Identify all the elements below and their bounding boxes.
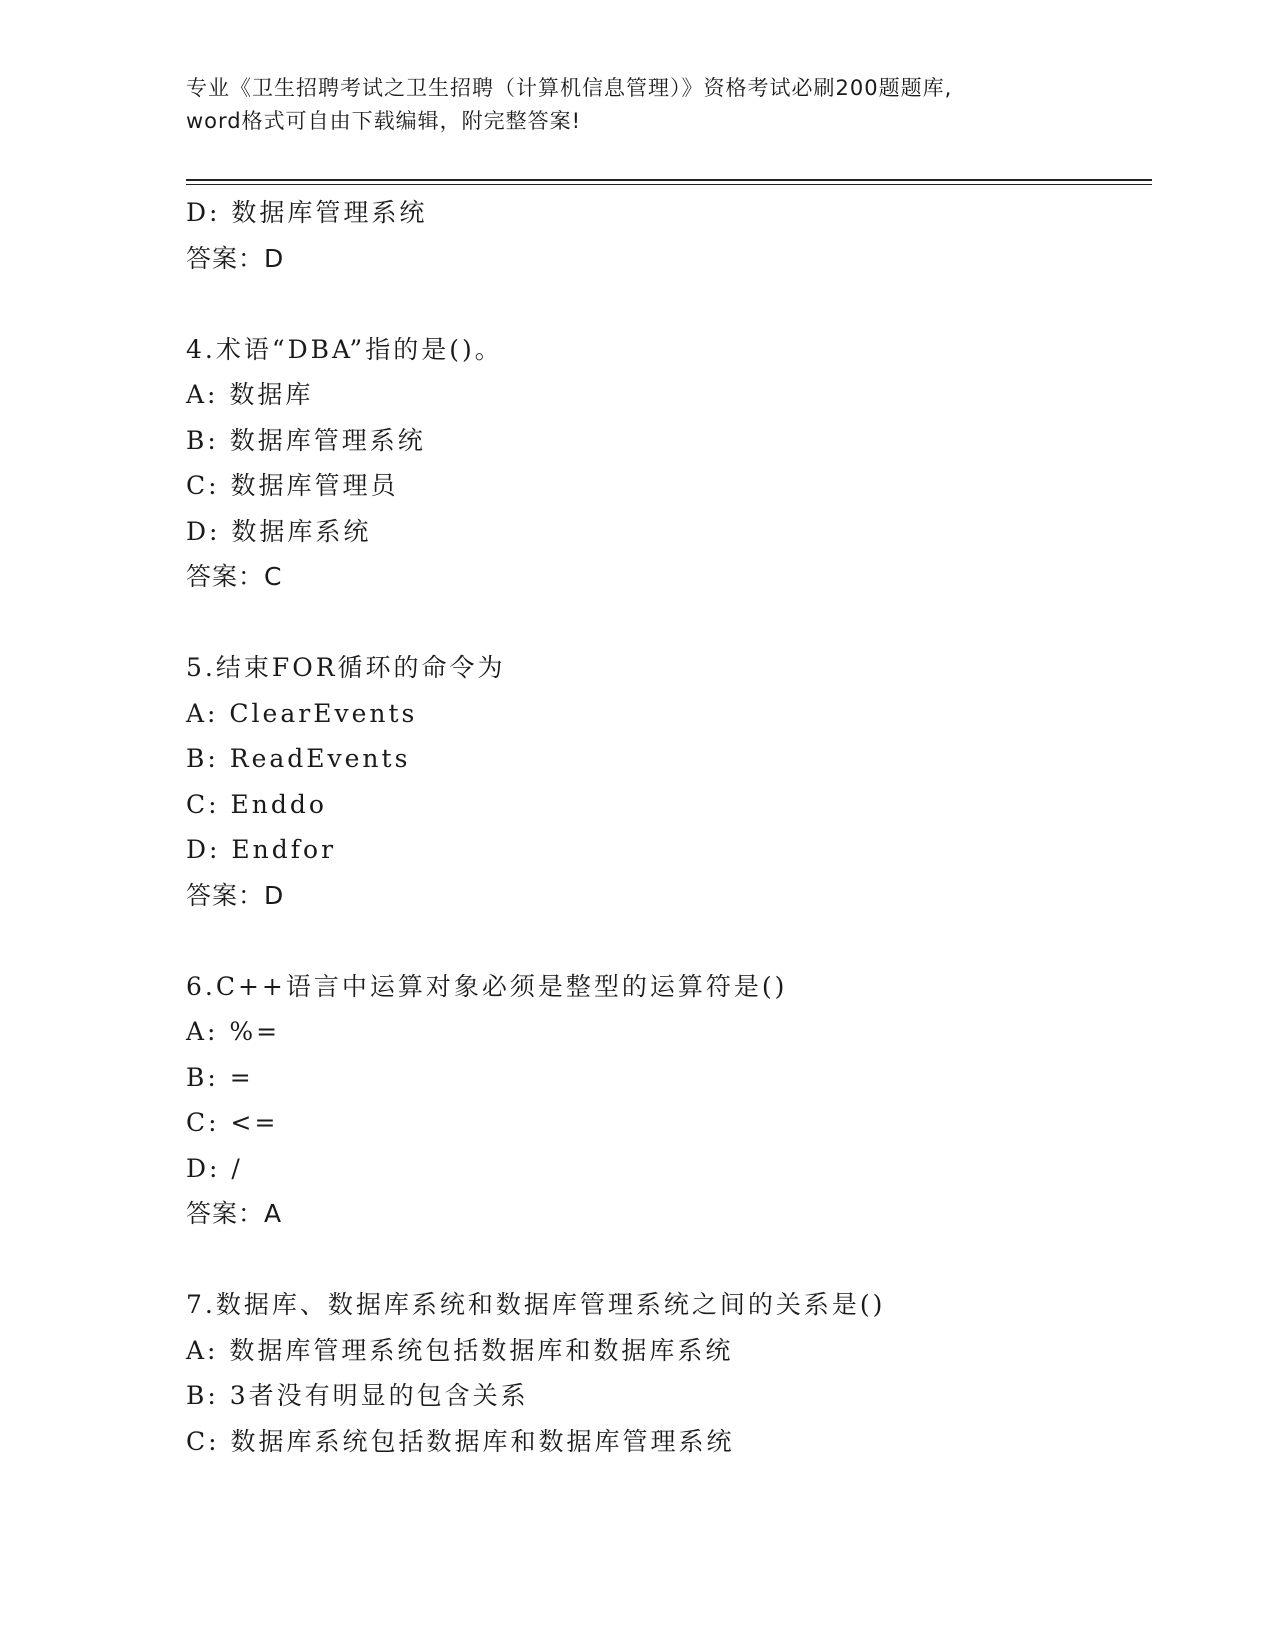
option-c: C: <= — [186, 1108, 279, 1137]
question-stem: 5.结束FOR循环的命令为 — [186, 653, 506, 682]
spacer — [186, 281, 1146, 327]
spacer — [186, 1237, 1146, 1283]
header-line-1: 专业《卫生招聘考试之卫生招聘（计算机信息管理）》资格考试必刷200题题库, — [186, 76, 953, 100]
question-stem: 7.数据库、数据库系统和数据库管理系统之间的关系是() — [186, 1290, 886, 1319]
option-b: B: 3者没有明显的包含关系 — [186, 1381, 529, 1410]
option-d: D: Endfor — [186, 835, 337, 864]
question-list — [186, 190, 1146, 1464]
document-header — [186, 72, 1086, 138]
option-c: C: 数据库系统包括数据库和数据库管理系统 — [186, 1426, 735, 1456]
header-line-2: word格式可自由下载编辑，附完整答案! — [186, 109, 582, 133]
option-a: A: 数据库管理系统包括数据库和数据库系统 — [186, 1335, 734, 1365]
answer: 答案：D — [186, 880, 285, 910]
prev-answer: 答案：D — [186, 243, 285, 273]
header-rule-thick — [186, 179, 1152, 181]
question-6 — [186, 964, 1146, 1237]
question-stem: 6.C++语言中运算对象必须是整型的运算符是() — [186, 971, 788, 1001]
header-rule-thin — [186, 184, 1152, 185]
spacer — [186, 600, 1146, 646]
option-d: D: / — [186, 1153, 243, 1183]
answer: 答案：A — [186, 1199, 283, 1228]
option-b: B: = — [186, 1062, 254, 1092]
option-d: D: 数据库系统 — [186, 516, 372, 546]
option-c: C: Enddo — [186, 789, 327, 819]
option-a: A: %= — [186, 1017, 281, 1046]
option-b: B: ReadEvents — [186, 744, 411, 773]
option-c: C: 数据库管理员 — [186, 471, 399, 500]
question-stem: 4.术语“DBA”指的是()。 — [186, 334, 503, 364]
question-4 — [186, 327, 1146, 600]
option-b: B: 数据库管理系统 — [186, 425, 426, 455]
option-a: A: 数据库 — [186, 380, 314, 409]
prev-option-d: D: 数据库管理系统 — [186, 198, 428, 227]
option-a: A: ClearEvents — [186, 698, 418, 728]
answer: 答案：C — [186, 562, 283, 591]
question-7 — [186, 1282, 1146, 1464]
spacer — [186, 918, 1146, 964]
question-5 — [186, 645, 1146, 918]
